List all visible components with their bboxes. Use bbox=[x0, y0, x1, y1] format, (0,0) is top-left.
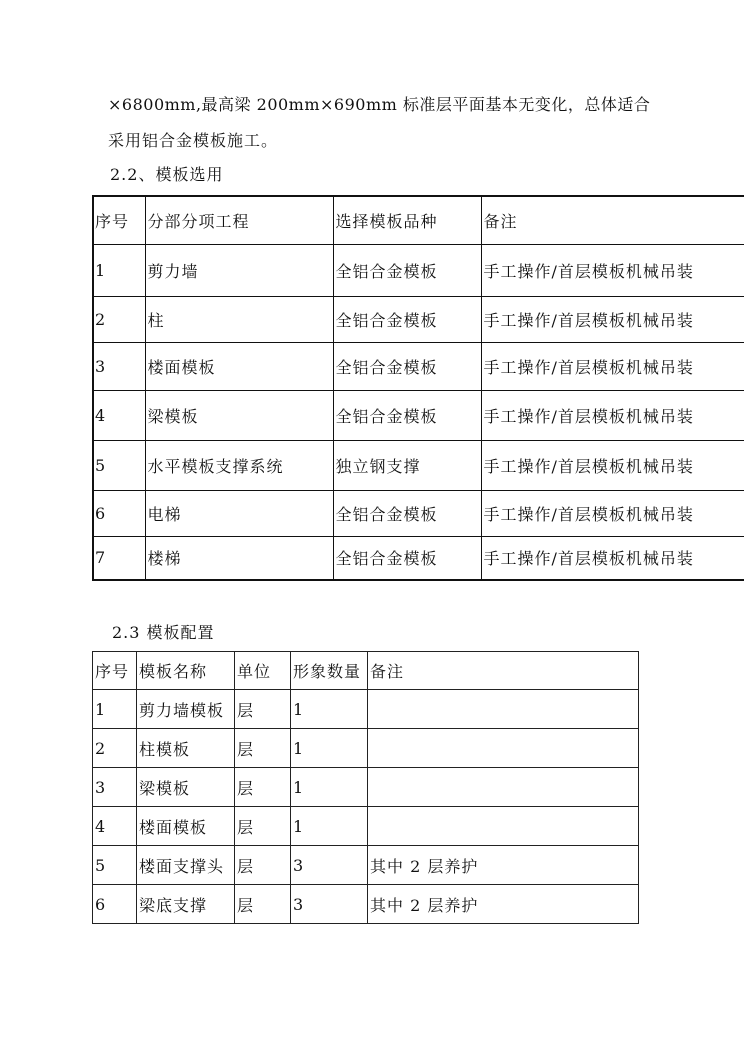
table-cell: 7 bbox=[93, 536, 145, 580]
table-cell: 其中 2 层养护 bbox=[368, 885, 639, 924]
table-row bbox=[93, 490, 744, 536]
table-cell: 手工操作/首层模板机械吊装 bbox=[481, 536, 744, 580]
section-heading-2-2: 2.2、模板选用 bbox=[110, 165, 224, 184]
header-cell: 备注 bbox=[481, 196, 744, 244]
table-cell: 层 bbox=[235, 846, 291, 885]
table-row bbox=[93, 342, 744, 390]
header-cell: 形象数量 bbox=[291, 652, 368, 690]
table-row bbox=[93, 729, 639, 768]
table-cell bbox=[368, 729, 639, 768]
table-cell: 楼面模板 bbox=[145, 342, 333, 390]
table-cell: 剪力墙 bbox=[145, 244, 333, 296]
table-cell: 全铝合金模板 bbox=[333, 390, 481, 440]
table-row bbox=[93, 536, 744, 580]
table-cell: 独立钢支撑 bbox=[333, 440, 481, 490]
table-cell: 层 bbox=[235, 885, 291, 924]
table-cell: 手工操作/首层模板机械吊装 bbox=[481, 296, 744, 342]
header-cell: 分部分项工程 bbox=[145, 196, 333, 244]
table-cell: 手工操作/首层模板机械吊装 bbox=[481, 390, 744, 440]
table-row bbox=[93, 807, 639, 846]
table-row bbox=[93, 846, 639, 885]
table-cell: 1 bbox=[93, 690, 137, 729]
table-cell: 层 bbox=[235, 729, 291, 768]
table-cell: 全铝合金模板 bbox=[333, 296, 481, 342]
formwork-configuration-table bbox=[92, 651, 639, 924]
table-header-row bbox=[93, 652, 639, 690]
table-cell: 全铝合金模板 bbox=[333, 536, 481, 580]
table-cell: 层 bbox=[235, 768, 291, 807]
table-cell: 1 bbox=[93, 244, 145, 296]
header-cell: 选择模板品种 bbox=[333, 196, 481, 244]
table-cell: 5 bbox=[93, 846, 137, 885]
table-cell bbox=[368, 768, 639, 807]
table-cell: 层 bbox=[235, 807, 291, 846]
table-cell: 剪力墙模板 bbox=[137, 690, 235, 729]
paragraph-line-1: ×6800mm,最高梁 200mm×690mm 标准层平面基本无变化，总体适合 bbox=[108, 95, 651, 114]
table-cell: 1 bbox=[291, 807, 368, 846]
table-row bbox=[93, 244, 744, 296]
table-cell: 柱模板 bbox=[137, 729, 235, 768]
table-cell: 5 bbox=[93, 440, 145, 490]
table-cell: 全铝合金模板 bbox=[333, 244, 481, 296]
table-cell: 手工操作/首层模板机械吊装 bbox=[481, 342, 744, 390]
table-cell: 手工操作/首层模板机械吊装 bbox=[481, 440, 744, 490]
table-cell: 其中 2 层养护 bbox=[368, 846, 639, 885]
table-cell: 层 bbox=[235, 690, 291, 729]
header-cell: 模板名称 bbox=[137, 652, 235, 690]
table-cell: 电梯 bbox=[145, 490, 333, 536]
table-cell: 6 bbox=[93, 490, 145, 536]
table-cell: 1 bbox=[291, 729, 368, 768]
table-cell: 3 bbox=[291, 846, 368, 885]
table-cell: 手工操作/首层模板机械吊装 bbox=[481, 490, 744, 536]
table-cell: 柱 bbox=[145, 296, 333, 342]
table-cell: 水平模板支撑系统 bbox=[145, 440, 333, 490]
paragraph-line-2: 采用铝合金模板施工。 bbox=[108, 131, 279, 150]
table-cell: 全铝合金模板 bbox=[333, 342, 481, 390]
header-cell: 序号 bbox=[93, 652, 137, 690]
table-cell bbox=[368, 690, 639, 729]
table-cell: 2 bbox=[93, 729, 137, 768]
table-cell: 4 bbox=[93, 807, 137, 846]
table-cell: 楼面支撑头 bbox=[137, 846, 235, 885]
header-cell: 备注 bbox=[368, 652, 639, 690]
table-cell: 手工操作/首层模板机械吊装 bbox=[481, 244, 744, 296]
table-row bbox=[93, 885, 639, 924]
table-cell: 梁模板 bbox=[137, 768, 235, 807]
table-cell: 3 bbox=[93, 342, 145, 390]
table-header-row bbox=[93, 196, 744, 244]
table-row bbox=[93, 690, 639, 729]
header-cell: 序号 bbox=[93, 196, 145, 244]
table-cell bbox=[368, 807, 639, 846]
header-cell: 单位 bbox=[235, 652, 291, 690]
table-cell: 全铝合金模板 bbox=[333, 490, 481, 536]
table-cell: 3 bbox=[291, 885, 368, 924]
table-cell: 梁底支撑 bbox=[137, 885, 235, 924]
section-heading-2-3: 2.3 模板配置 bbox=[112, 623, 215, 642]
table-row bbox=[93, 440, 744, 490]
formwork-selection-table bbox=[92, 195, 744, 581]
table-cell: 梁模板 bbox=[145, 390, 333, 440]
table-cell: 楼梯 bbox=[145, 536, 333, 580]
table-row bbox=[93, 296, 744, 342]
table-cell: 2 bbox=[93, 296, 145, 342]
table-cell: 6 bbox=[93, 885, 137, 924]
table-cell: 1 bbox=[291, 690, 368, 729]
table-cell: 4 bbox=[93, 390, 145, 440]
table-row bbox=[93, 390, 744, 440]
table-row bbox=[93, 768, 639, 807]
table-cell: 3 bbox=[93, 768, 137, 807]
table-cell: 楼面模板 bbox=[137, 807, 235, 846]
table-cell: 1 bbox=[291, 768, 368, 807]
